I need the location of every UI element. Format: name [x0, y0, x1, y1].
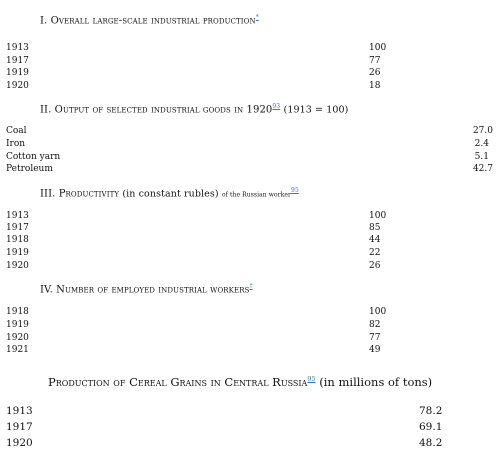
table-row-year: 1920 [6, 261, 29, 271]
table-row-value: 49 [369, 345, 381, 355]
table-row-year: 1918 [6, 235, 29, 245]
table-row-value: 27.0 [472, 126, 493, 136]
table-row-value: 82 [369, 320, 381, 330]
table-row-value: 26 [369, 261, 381, 271]
table-row-year: 1917 [6, 421, 33, 433]
table-row-value: 2.4 [474, 139, 489, 149]
table-row-year: 1921 [6, 345, 29, 355]
table-row-year: 1919 [6, 68, 29, 78]
footnote-link[interactable]: 95 [291, 187, 299, 194]
table-row-value: 100 [369, 211, 387, 221]
table-row-year: 1918 [6, 307, 29, 317]
section4-heading: IV. Number of employed industrial workers† [40, 283, 253, 296]
table-row-year: 1913 [6, 43, 29, 53]
footnote-link[interactable]: 95 [307, 375, 316, 384]
section3-heading: III. Productivity (in constant rubles) of the Russian worker$^{95}$ [40, 187, 299, 200]
table-row-label: Iron [6, 139, 26, 149]
table-row-value: 77 [369, 333, 381, 343]
table-row-year: 1920 [6, 437, 33, 449]
table-row-label: Cotton yarn [6, 152, 61, 162]
table-row-year: 1920 [6, 333, 29, 343]
table-row-year: 1917 [6, 223, 29, 233]
table-row-year: 1913 [6, 211, 29, 221]
section2-heading: II. Output of selected industrial goods in 1920$^{93}$ (1913 = 100) [40, 103, 349, 116]
table-row-value: 42.7 [472, 164, 493, 174]
table-row-value: 77 [369, 56, 381, 66]
section5-heading: Production of Cereal Grains in Central Russia$^{95}$ (in millions of tons) [48, 375, 433, 389]
table-row-year: 1919 [6, 320, 29, 330]
footnote-link[interactable]: † [249, 283, 253, 290]
table-row-value: 85 [369, 223, 381, 233]
table-row-value: 100 [369, 43, 387, 53]
table-row-label: Coal [6, 126, 27, 136]
table-row-value: 44 [369, 235, 381, 245]
table-row-value: 69.1 [419, 421, 443, 433]
table-row-year: 1913 [6, 405, 33, 417]
footnote-link[interactable]: * [255, 14, 259, 21]
table-row-year: 1919 [6, 248, 29, 258]
table-row-value: 26 [369, 68, 381, 78]
table-row-value: 78.2 [419, 405, 443, 417]
footnote-link[interactable]: 93 [272, 103, 281, 110]
table-row-year: 1920 [6, 81, 29, 91]
section1-heading: I. Overall large-scale industrial production* [40, 14, 259, 27]
table-row-label: Petroleum [6, 164, 53, 174]
table-row-value: 22 [369, 248, 381, 258]
table-row-year: 1917 [6, 56, 29, 66]
table-row-value: 18 [369, 81, 381, 91]
table-row-value: 100 [369, 307, 387, 317]
table-row-value: 48.2 [419, 437, 443, 449]
table-row-value: 5.1 [474, 152, 489, 162]
